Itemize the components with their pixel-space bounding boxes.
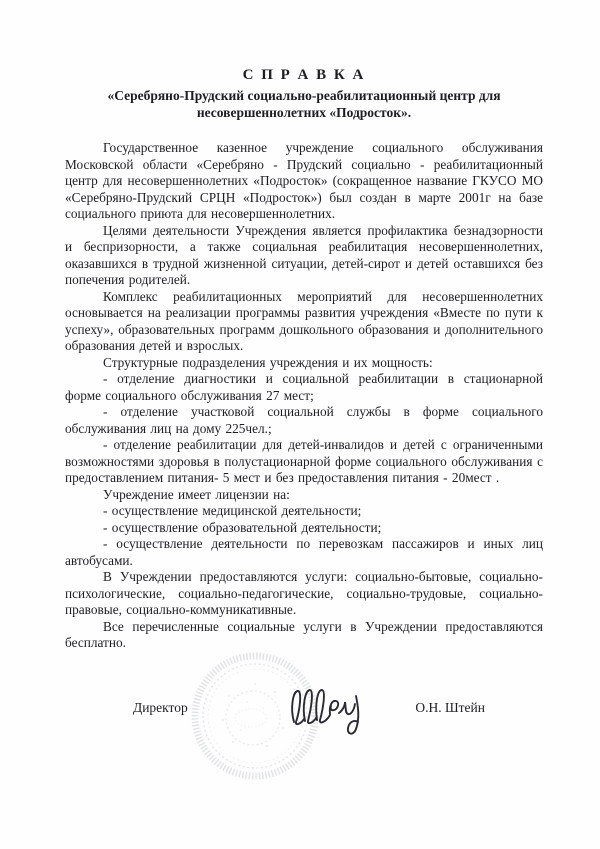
- signatory-role-label: Директор: [133, 700, 188, 715]
- body-paragraph: В Учреждении предоставляются услуги: социально-бытовые, социально-психологические, социально-педагогические, социально-трудовые, социально-правовые, социально-коммуникативные.: [65, 569, 543, 617]
- document-content: [65, 66, 543, 652]
- body-paragraph: Учреждение имеет лицензии на:: [103, 486, 290, 502]
- body-paragraph: Структурные подразделения учреждения и их мощность:: [103, 354, 433, 370]
- list-item-paragraph: - осуществление медицинской деятельности;: [103, 503, 362, 518]
- list-item-paragraph: - осуществление образовательной деятельности;: [103, 519, 382, 535]
- body-paragraph: Все перечисленные социальные услуги в Учреждении предоставляются бесплатно.: [65, 618, 543, 650]
- body-paragraph: Целями деятельности Учреждения является профилактика безнадзорности и беспризорности, а также социальная реабилитация несовершеннолетних, оказавшихся в трудной жизненной ситуации, детей-сирот и детей оставшихся без попечения родителей.: [65, 222, 543, 287]
- body-paragraph: Государственное казенное учреждение социального обслуживания Московской области «Серебряно - Прудский социально - реабилитационный центр для несовершеннолетних «Подросток» (сокращенное название ГКУСО МО «Серебряно-Прудский СРЦН «Подросток») был создан в марте 2001г на базе социального приюта для несовершеннолетних.: [65, 140, 543, 221]
- document-subtitle: «Серебряно-Прудский социально-реабилитационный центр для несовершеннолетних «Подросток».: [107, 88, 501, 120]
- body-paragraph: Комплекс реабилитационных мероприятий для несовершеннолетних основывается на реализации программы развития учреждения «Вместе по пути к успеху», образовательных программ дошкольного образования и дополнительного образования детей и взрослых.: [65, 288, 543, 353]
- list-item-paragraph: - отделение участковой социальной службы в форме социального обслуживания лиц на дому 225чел.;: [65, 404, 543, 436]
- list-item-paragraph: - отделение диагностики и социальной реабилитации в стационарной форме социального обслуживания 27 мест;: [65, 371, 543, 403]
- document-body: [65, 140, 543, 652]
- list-item-paragraph: - осуществление деятельности по перевозкам пассажиров и иных лиц автобусами.: [65, 536, 543, 568]
- signature-row: [65, 700, 543, 716]
- signatory-name: О.Н. Штейн: [415, 700, 485, 715]
- document-title: С П Р А В К А: [242, 67, 366, 83]
- list-item-paragraph: - отделение реабилитации для детей-инвалидов и детей с ограниченными возможностями здоровья в полустационарной форме социального обслуживания с предоставлением питания- 5 мест и без предоставления питания - 20мест .: [65, 437, 543, 485]
